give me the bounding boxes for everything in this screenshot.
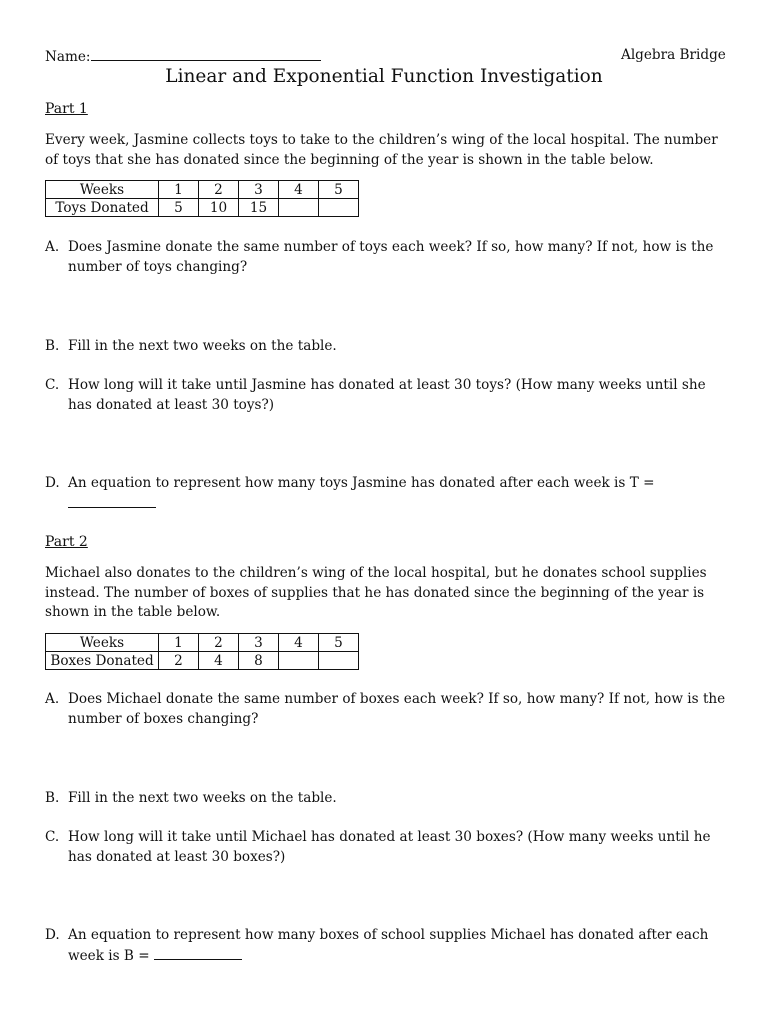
name-field bbox=[45, 47, 321, 65]
table-cell: 4 bbox=[279, 181, 319, 199]
table-row bbox=[46, 634, 359, 652]
course-label: Algebra Bridge bbox=[621, 47, 726, 63]
part2-table bbox=[45, 633, 359, 670]
question-text: Fill in the next two weeks on the table. bbox=[68, 790, 337, 806]
name-blank-line[interactable] bbox=[91, 47, 321, 61]
question-text: Does Jasmine donate the same number of toys each week? If so, how many? If not, how is the number of toys changing? bbox=[68, 239, 714, 275]
part1-heading: Part 1 bbox=[45, 101, 88, 117]
page-title: Linear and Exponential Function Investigation bbox=[165, 66, 603, 87]
table-cell: 2 bbox=[159, 652, 199, 670]
table-cell: 10 bbox=[199, 199, 239, 217]
table-cell: 5 bbox=[319, 181, 359, 199]
table-cell: 3 bbox=[239, 634, 279, 652]
question-letter: B. bbox=[45, 790, 60, 806]
question-letter: D. bbox=[45, 475, 60, 491]
question-text: Does Michael donate the same number of boxes each week? If so, how many? If not, how is the number of boxes changing? bbox=[68, 691, 726, 727]
table-answer-cell[interactable] bbox=[279, 652, 319, 670]
table-row bbox=[46, 652, 359, 670]
question-text: An equation to represent how many toys Jasmine has donated after each week is T = bbox=[68, 475, 655, 491]
table-cell: 1 bbox=[159, 181, 199, 199]
table-cell: 8 bbox=[239, 652, 279, 670]
question-text: Fill in the next two weeks on the table. bbox=[68, 338, 337, 354]
table-cell: 3 bbox=[239, 181, 279, 199]
table-row-label: Toys Donated bbox=[46, 199, 159, 217]
part1-intro: Every week, Jasmine collects toys to take to the children’s wing of the local hospital. The number of toys that she has donated since the beginning of the year is shown in the table below. bbox=[45, 132, 718, 168]
table-cell: 4 bbox=[199, 652, 239, 670]
table-cell: 2 bbox=[199, 634, 239, 652]
question-letter: D. bbox=[45, 927, 60, 943]
equation-blank-t[interactable] bbox=[68, 494, 156, 508]
table-answer-cell[interactable] bbox=[319, 199, 359, 217]
table-cell: 1 bbox=[159, 634, 199, 652]
part2-heading: Part 2 bbox=[45, 534, 88, 550]
question-letter: C. bbox=[45, 829, 60, 845]
question-text: An equation to represent how many boxes of school supplies Michael has donated after each week is B = bbox=[68, 927, 709, 964]
table-row-label: Weeks bbox=[46, 634, 159, 652]
name-label: Name: bbox=[45, 49, 91, 65]
question-text: How long will it take until Jasmine has donated at least 30 toys? (How many weeks until she has donated at least 30 toys?) bbox=[68, 377, 706, 413]
table-row bbox=[46, 199, 359, 217]
table-cell: 15 bbox=[239, 199, 279, 217]
question-letter: C. bbox=[45, 377, 60, 393]
part2-intro: Michael also donates to the children’s wing of the local hospital, but he donates school supplies instead. The number of boxes of supplies that he has donated since the beginning of the year is shown in the table below. bbox=[45, 565, 707, 621]
table-row bbox=[46, 181, 359, 199]
table-cell: 4 bbox=[279, 634, 319, 652]
question-letter: A. bbox=[45, 239, 60, 255]
table-cell: 5 bbox=[319, 634, 359, 652]
table-row-label: Boxes Donated bbox=[46, 652, 159, 670]
equation-blank-b[interactable] bbox=[154, 946, 242, 960]
table-cell: 5 bbox=[159, 199, 199, 217]
question-text: How long will it take until Michael has donated at least 30 boxes? (How many weeks until he has donated at least 30 boxes?) bbox=[68, 829, 711, 865]
table-row-label: Weeks bbox=[46, 181, 159, 199]
question-letter: A. bbox=[45, 691, 60, 707]
question-letter: B. bbox=[45, 338, 60, 354]
part1-table bbox=[45, 180, 359, 217]
table-answer-cell[interactable] bbox=[319, 652, 359, 670]
table-cell: 2 bbox=[199, 181, 239, 199]
table-answer-cell[interactable] bbox=[279, 199, 319, 217]
